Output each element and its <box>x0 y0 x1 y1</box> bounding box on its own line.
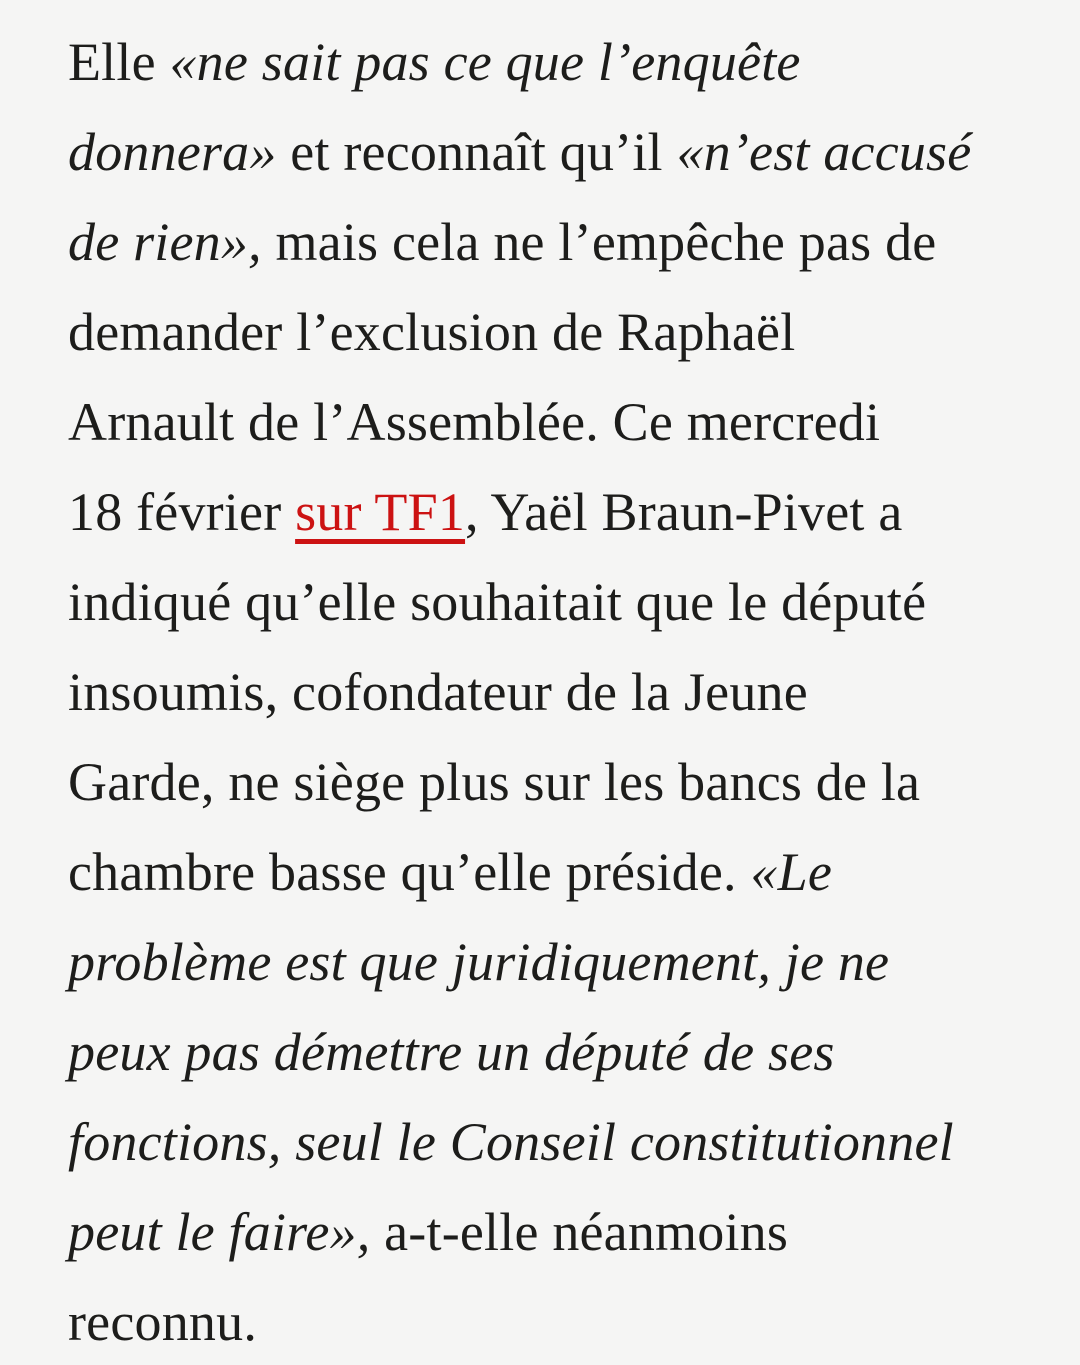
paragraph-line <box>68 737 1040 827</box>
paragraph-line <box>68 17 1040 107</box>
text-segment: , Yaël Braun-Pivet a <box>465 482 903 542</box>
paragraph-line <box>68 1277 1040 1365</box>
paragraph-line <box>68 647 1040 737</box>
text-segment: peux pas démettre un député de ses <box>68 1022 835 1082</box>
text-segment: reconnu. <box>68 1292 258 1352</box>
paragraph-line <box>68 1007 1040 1097</box>
text-segment: 18 février <box>68 482 296 542</box>
paragraph-line <box>68 1187 1040 1277</box>
link-sur-tf1[interactable]: sur TF1 <box>295 482 466 542</box>
text-segment: fonctions, seul le Conseil constitutionnel <box>68 1112 954 1172</box>
paragraph-line <box>68 1097 1040 1187</box>
text-segment: peut le faire», <box>68 1202 371 1262</box>
text-segment: «ne sait pas ce que l’enquête <box>169 32 801 92</box>
text-segment: «Le <box>750 842 833 902</box>
paragraph-line <box>68 557 1040 647</box>
text-segment: chambre basse qu’elle préside. <box>68 842 751 902</box>
text-segment: «n’est accusé <box>676 122 972 182</box>
paragraph-line <box>68 917 1040 1007</box>
paragraph-line <box>68 287 1040 377</box>
paragraph-line <box>68 197 1040 287</box>
text-segment: de rien», <box>68 212 262 272</box>
text-segment: Garde, ne siège plus sur les bancs de la <box>68 752 921 812</box>
text-segment: insoumis, cofondateur de la Jeune <box>68 662 808 722</box>
text-segment: indiqué qu’elle souhaitait que le député <box>68 572 927 632</box>
text-segment: a-t-elle néanmoins <box>370 1202 789 1262</box>
text-segment: Arnault de l’Assemblée. Ce mercredi <box>68 392 881 452</box>
paragraph-line <box>68 107 1040 197</box>
text-segment: donnera» <box>68 122 277 182</box>
paragraph-line <box>68 467 1040 557</box>
paragraph-line <box>68 827 1040 917</box>
text-segment: problème est que juridiquement, je ne <box>68 932 890 992</box>
text-segment: Elle <box>68 32 170 92</box>
paragraph-line <box>68 377 1040 467</box>
text-segment: mais cela ne l’empêche pas de <box>261 212 937 272</box>
text-segment: demander l’exclusion de Raphaël <box>68 302 796 362</box>
text-segment: et reconnaît qu’il <box>276 122 677 182</box>
article-paragraph <box>68 17 1040 1365</box>
